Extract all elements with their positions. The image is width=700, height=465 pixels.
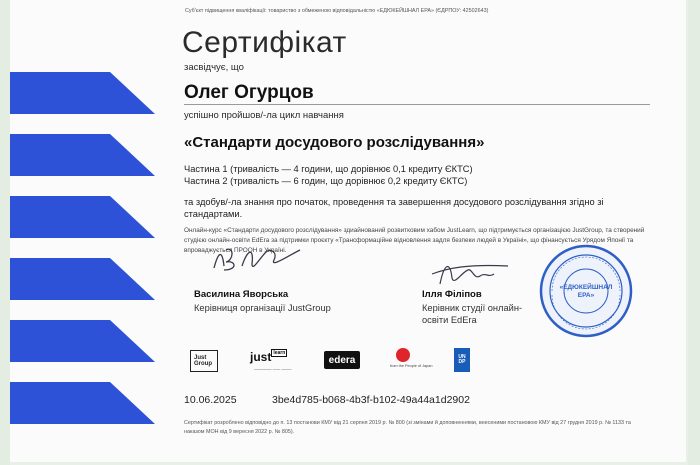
issue-date: 10.06.2025	[184, 394, 237, 406]
justlearn-logo: just $^{learn}$	[250, 350, 286, 364]
course-title: «Стандарти досудового розслідування»	[184, 134, 485, 151]
signer-2-role: Керівник студії онлайн-освіти EdEra	[422, 303, 523, 325]
right-frame	[688, 0, 700, 465]
name-underline	[184, 104, 650, 105]
course-description: Онлайн-курс «Стандарти досудового розслідування» здиайнований розвитковим хабом JustLearn, що підтримується організацією JustGroup, та створений студією онлайн-освіти EdEra за підтримки проєкту «Трансформаційне відновлення задля безпеки людей в Україні», що фінансується Урядом Японії та впроваджується ПРООН в Україні.	[184, 227, 645, 254]
signature-yavorska	[208, 238, 308, 278]
certifies-text: засвідчує, що	[184, 62, 244, 73]
svg-text:ЕРА»: ЕРА»	[577, 292, 595, 299]
legal-note: Сертифікат розроблено відповідно до п. 13 постанови КМУ від 21 серпня 2019 р. № 800 (зі змінами й доповненнями, внесеними постановою КМУ від 27 грудня 2019 р. № 1133 та наказом МОН від 9 вересня 2022 р. № 805).	[184, 420, 631, 435]
issuer-line: Суб'єкт підвищення кваліфікації: товариство з обмеженою відповідальністю «ЕДЮКЕЙШНАЛ ЕРА» (ЄДРПОУ: 42502643)	[185, 8, 489, 14]
signature-filipov	[428, 254, 514, 290]
signer-1-role: Керівниця організації JustGroup	[194, 303, 331, 313]
edera-logo: edera	[324, 351, 360, 369]
decorative-stripes	[10, 0, 160, 462]
svg-text:«ЕДЮКЕЙШНАЛ: «ЕДЮКЕЙШНАЛ	[559, 284, 613, 291]
signer-1-name: Василина Яворська	[194, 289, 289, 300]
certificate-id: 3be4d785-b068-4b3f-b102-49a44a1d2902	[272, 394, 470, 406]
knowledge-text: та здобув/-ла знання про початок, проведення та завершення досудового розслідування згідно зі стандартами.	[184, 197, 604, 219]
completed-text: успішно пройшов/-ла цикл навчання	[184, 110, 344, 121]
certificate-title: Сертифікат	[182, 26, 347, 59]
undp-logo: UN DP	[454, 348, 470, 372]
recipient-name: Олег Огурцов	[184, 82, 314, 103]
justlearn-tagline: _______ ___ ____	[254, 365, 292, 370]
company-seal	[538, 243, 634, 339]
course-parts	[184, 163, 473, 187]
japan-caption: from the People of Japan	[390, 364, 433, 368]
justgroup-logo: Just Group	[190, 350, 218, 372]
certificate-sheet	[10, 0, 686, 462]
course-part-2: Частина 2 (тривалість — 6 годин, що дорівнює 0,2 кредиту ЄКТС)	[184, 176, 468, 186]
course-part-1: Частина 1 (тривалість — 4 години, що дорівнює 0,1 кредиту ЄКТС)	[184, 164, 473, 174]
japan-flag-icon	[396, 348, 410, 362]
signer-2-name: Ілля Філіпов	[422, 289, 482, 300]
left-frame	[0, 0, 10, 465]
